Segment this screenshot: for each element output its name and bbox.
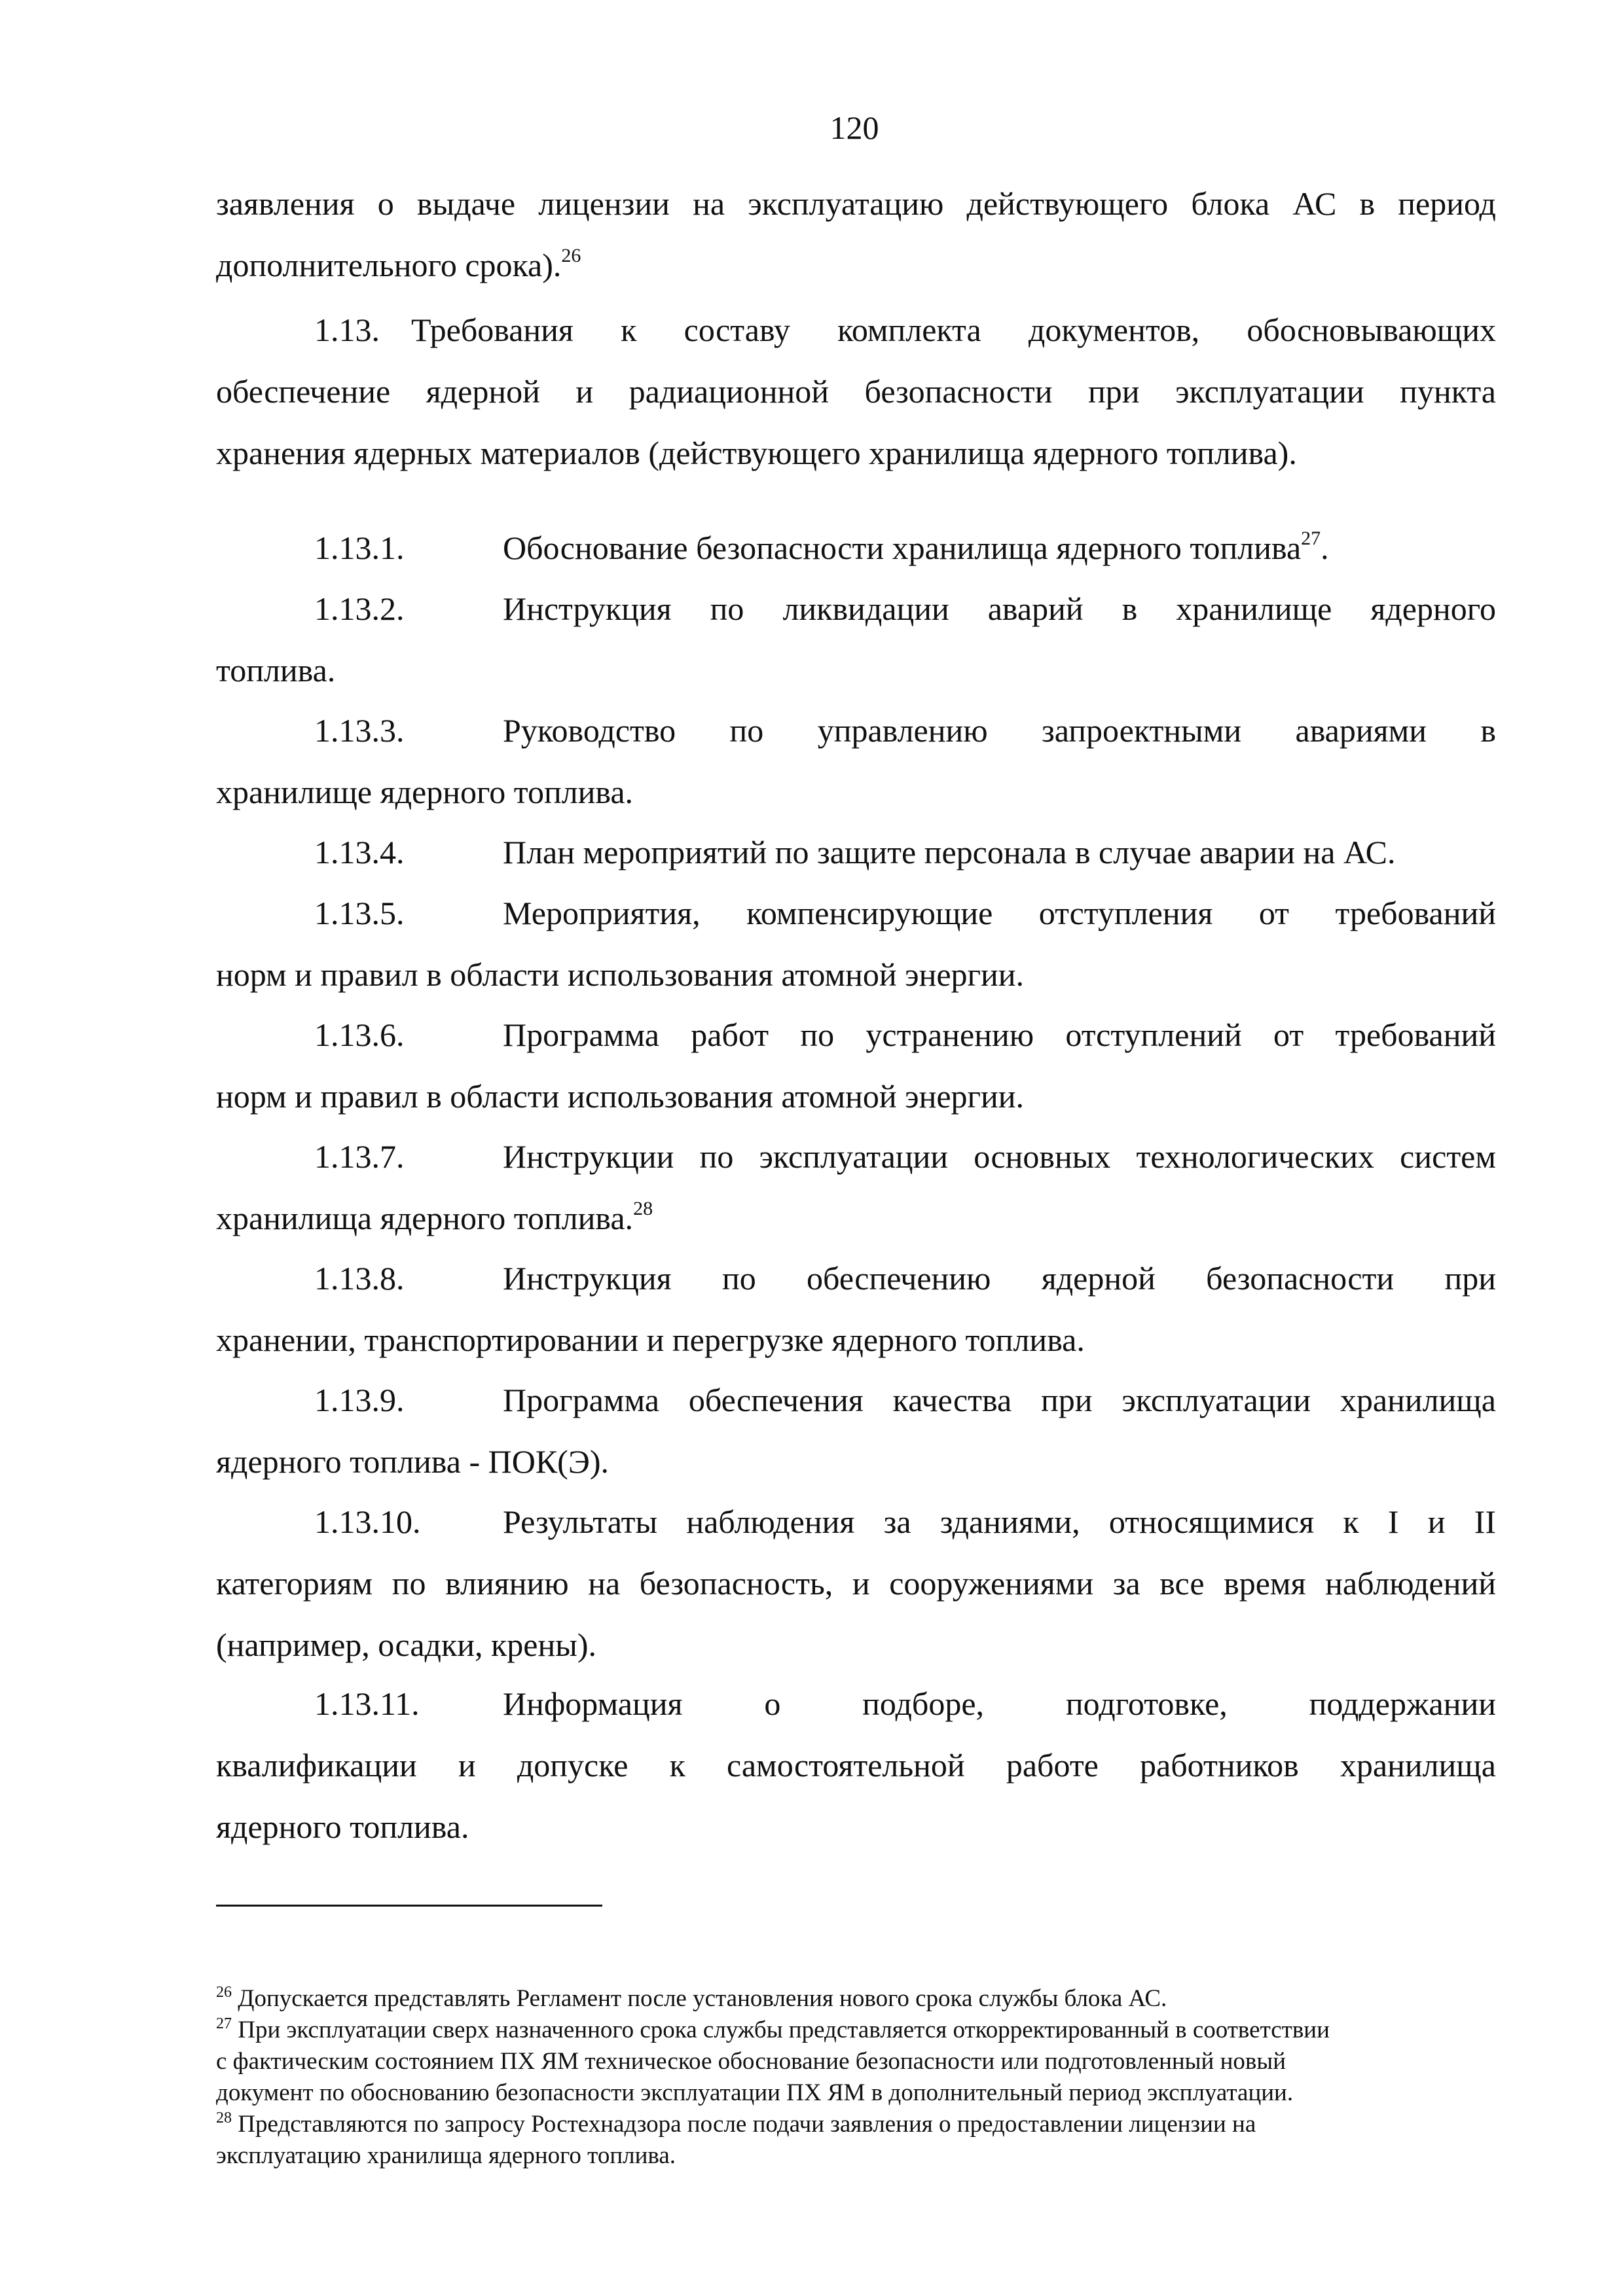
- item-continuation-line: [216, 1066, 1496, 1127]
- item-text-line-1: [503, 1673, 1496, 1734]
- item-number: 1.13.10.: [314, 1503, 421, 1540]
- item-continuation-text: хранении, транспортировании и перегрузке ядерного топлива.: [216, 1321, 1085, 1358]
- item-text-punct: .: [1321, 529, 1329, 566]
- footnote-line: [216, 2077, 1496, 2109]
- item-text-content: Обоснование безопасности хранилища ядерного топлива: [503, 529, 1302, 566]
- item-continuation-text: ядерного топлива - ПОК(Э).: [216, 1443, 609, 1480]
- item-text-line-1: [503, 882, 1496, 944]
- item-number: 1.13.11.: [314, 1685, 420, 1722]
- footnote-separator: [216, 1905, 602, 1907]
- item-continuation-text: хранилища ядерного топлива.: [216, 1200, 634, 1236]
- item-continuation-line: [216, 944, 1496, 1005]
- item-text-content: Инструкция по обеспечению ядерной безопасности при: [503, 1260, 1496, 1297]
- footnote-ref-27: 27: [1301, 528, 1321, 549]
- item-number: 1.13.8.: [314, 1260, 405, 1297]
- item-continuation-line: [216, 639, 1496, 701]
- item-continuation-text: норм и правил в области использования атомной энергии.: [216, 1078, 1025, 1115]
- item-continuation-line: [216, 1552, 1496, 1614]
- item-text-content: Инструкция по ликвидации аварий в хранилище ядерного: [503, 590, 1496, 627]
- intro-line-1: заявления о выдаче лицензии на эксплуатацию действующего блока АС в период: [216, 185, 1496, 222]
- item-continuation-text: топлива.: [216, 652, 336, 689]
- footnote-text: При эксплуатации сверх назначенного срока службы представляется откорректированный в соответствии: [232, 2017, 1330, 2043]
- item-text-line-1: [503, 578, 1496, 639]
- item-number: 1.13.6.: [314, 1016, 405, 1053]
- item-continuation-line: [216, 1431, 1496, 1492]
- item-continuation-line: [216, 1734, 1496, 1796]
- section-title-line-1: Требования к составу комплекта документов, обосновывающих: [411, 312, 1496, 348]
- item-text-line-1: [503, 700, 1496, 761]
- item-text-content: Руководство по управлению запроектными авариями в: [503, 712, 1496, 749]
- footnote-line: [216, 2140, 1496, 2172]
- item-text-content: Результаты наблюдения за зданиями, относящимися к I и II: [503, 1503, 1496, 1540]
- item-text-content: Мероприятия, компенсирующие отступления от требований: [503, 895, 1496, 931]
- item-number: 1.13.3.: [314, 712, 405, 749]
- item-text-line-1: [503, 1126, 1496, 1187]
- item-continuation-text: квалификации и допуске к самостоятельной работе работников хранилища: [216, 1747, 1496, 1784]
- footnote-marker: 28: [216, 2109, 232, 2126]
- item-text-content: Программа обеспечения качества при эксплуатации хранилища: [503, 1382, 1496, 1418]
- item-number: 1.13.9.: [314, 1382, 405, 1418]
- footnote-text: Представляются по запросу Ростехнадзора после подачи заявления о предоставлении лицензии на: [232, 2111, 1256, 2138]
- footnote-line: [216, 2109, 1496, 2140]
- intro-line-2: [216, 234, 1496, 296]
- item-number: 1.13.5.: [314, 895, 405, 931]
- footnote-line: [216, 2046, 1496, 2077]
- page-number: 120: [830, 109, 879, 146]
- footnote-marker: 26: [216, 1984, 232, 2001]
- item-text-content: Информация о подборе, подготовке, поддержании: [503, 1685, 1496, 1722]
- footnote-ref-28: 28: [633, 1198, 653, 1219]
- item-continuation-text: ядерного топлива.: [216, 1808, 469, 1845]
- footnote-marker: 27: [216, 2015, 232, 2032]
- item-number: 1.13.2.: [314, 590, 405, 627]
- item-text-line-1: [503, 1491, 1496, 1552]
- item-text-line-1: [503, 517, 1496, 579]
- section-title-line-2: обеспечение ядерной и радиационной безопасности при эксплуатации пункта: [216, 373, 1496, 410]
- item-number: 1.13.1.: [314, 529, 405, 566]
- item-continuation-text: хранилище ядерного топлива.: [216, 774, 634, 810]
- item-text-content: Инструкции по эксплуатации основных технологических систем: [503, 1138, 1496, 1175]
- item-continuation-text: (например, осадки, крены).: [216, 1626, 597, 1663]
- item-number: 1.13.4.: [314, 834, 405, 870]
- item-continuation-line: [216, 1614, 1496, 1676]
- item-text-content: Программа работ по устранению отступлений от требований: [503, 1016, 1496, 1053]
- item-continuation-line: [216, 1309, 1496, 1371]
- footnote-text: Допускается представлять Регламент после установления нового срока службы блока АС.: [232, 1985, 1167, 2012]
- footnote-ref-26: 26: [561, 245, 581, 266]
- item-number: 1.13.7.: [314, 1138, 405, 1175]
- intro-line-2-text: дополнительного срока).: [216, 247, 562, 283]
- footnote-text: эксплуатацию хранилища ядерного топлива.: [216, 2142, 676, 2169]
- item-text-line-1: [503, 1369, 1496, 1431]
- footnote-line: [216, 2015, 1496, 2046]
- item-continuation-line: [216, 1796, 1496, 1857]
- item-continuation-line: [216, 761, 1496, 823]
- item-continuation-text: норм и правил в области использования атомной энергии.: [216, 956, 1025, 993]
- footnote-text: с фактическим состоянием ПХ ЯМ техническое обоснование безопасности или подготовленный новый: [216, 2048, 1286, 2075]
- footnote-text: документ по обоснованию безопасности эксплуатации ПХ ЯМ в дополнительный период эксплуатации.: [216, 2079, 1294, 2106]
- item-continuation-text: категориям по влиянию на безопасность, и сооружениями за все время наблюдений: [216, 1565, 1496, 1602]
- section-number: 1.13.: [314, 312, 380, 348]
- item-text-line-1: [503, 1247, 1496, 1309]
- footnote-line: [216, 1983, 1496, 2015]
- item-continuation-line: [216, 1187, 1496, 1249]
- item-text-content: План мероприятий по защите персонала в случае аварии на АС.: [503, 834, 1396, 870]
- item-text-line-1: [503, 1004, 1496, 1066]
- item-text-line-1: [503, 821, 1496, 883]
- section-title-line-3: хранения ядерных материалов (действующего хранилища ядерного топлива).: [216, 435, 1297, 471]
